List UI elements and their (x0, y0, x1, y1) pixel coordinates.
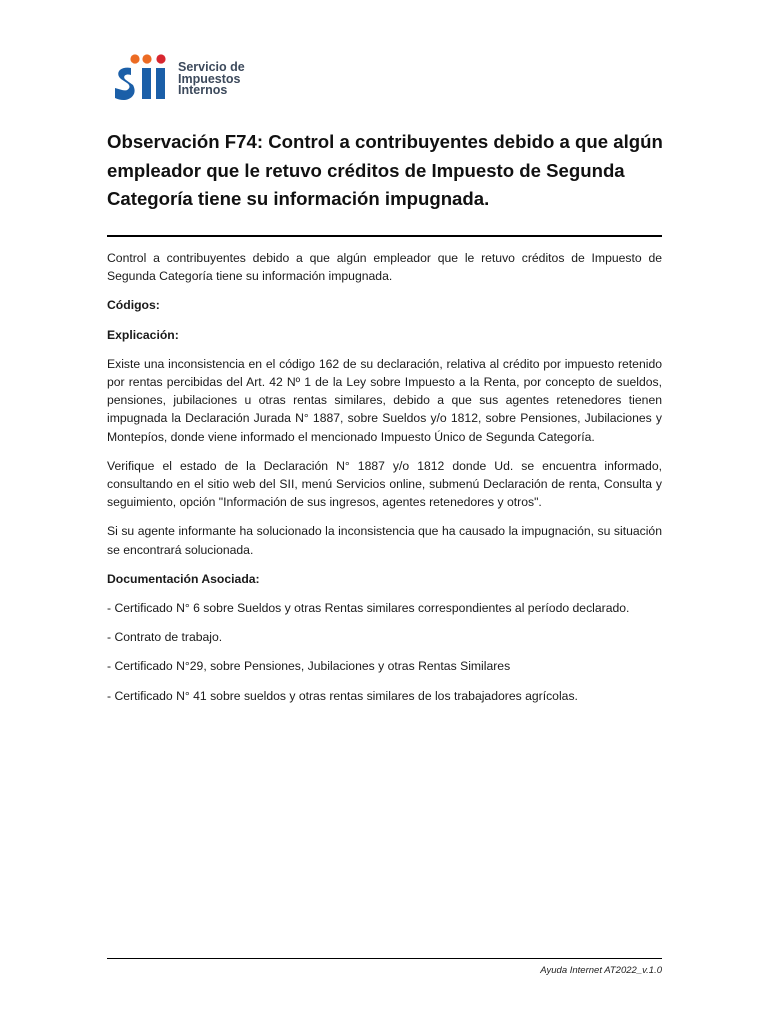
document-item: - Certificado N° 6 sobre Sueldos y otras Rentas similares correspondientes al período declarado. (107, 601, 630, 616)
logo-line-1: Servicio de (178, 60, 245, 74)
sii-logo-icon (113, 52, 173, 104)
codigos-heading: Códigos: (107, 298, 160, 313)
footer-divider (107, 958, 662, 959)
documentacion-heading: Documentación Asociada: (107, 571, 260, 586)
resolution-paragraph: Si su agente informante ha solucionado la inconsistencia que ha causado la impugnación, su situación se encontrará solucionada. (107, 524, 662, 557)
sii-logo (113, 52, 263, 104)
logo-line-3: Internos (178, 83, 228, 97)
explicacion-heading: Explicación: (107, 327, 179, 342)
document-body (107, 249, 662, 716)
verification-paragraph: Verifique el estado de la Declaración N° 1887 y/o 1812 donde Ud. se encuentra informado, consultando en el sitio web del SII, menú Servicios online, submenú Declaración de renta, Consulta y seguimiento, opción "Información de sus ingresos, agentes retenedores y otros". (107, 458, 662, 510)
document-item: - Contrato de trabajo. (107, 630, 223, 645)
document-title: Observación F74: Control a contribuyentes debido a que algún empleador que le retuvo créditos de Impuesto de Segunda Categoría tiene su información impugnada. (107, 131, 663, 209)
intro-paragraph: Control a contribuyentes debido a que algún empleador que le retuvo créditos de Impuesto de Segunda Categoría tiene su información impugnada. (107, 251, 662, 284)
footer-version: Ayuda Internet AT2022_v.1.0 (540, 965, 662, 976)
title-divider (107, 235, 662, 237)
document-item: - Certificado N°29, sobre Pensiones, Jubilaciones y otras Rentas Similares (107, 659, 511, 674)
explanation-paragraph: Existe una inconsistencia en el código 162 de su declaración, relativa al crédito por impuesto retenido por rentas percibidas del Art. 42 Nº 1 de la Ley sobre Impuesto a la Renta, por concepto de sueldos, pensiones, jubilaciones u otras rentas similares, debido a que sus agentes retenedores tienen impugnada la Declaración Jurada N° 1887, sobre Sueldos y/o 1812, sobre Pensiones, Jubilaciones y Montepíos, donde viene informado el mencionado Impuesto Único de Segunda Categoría. (107, 356, 662, 444)
logo-text (178, 62, 245, 97)
document-item: - Certificado N° 41 sobre sueldos y otras rentas similares de los trabajadores agrícolas. (107, 688, 578, 703)
logo-line-2: Impuestos (178, 71, 241, 86)
